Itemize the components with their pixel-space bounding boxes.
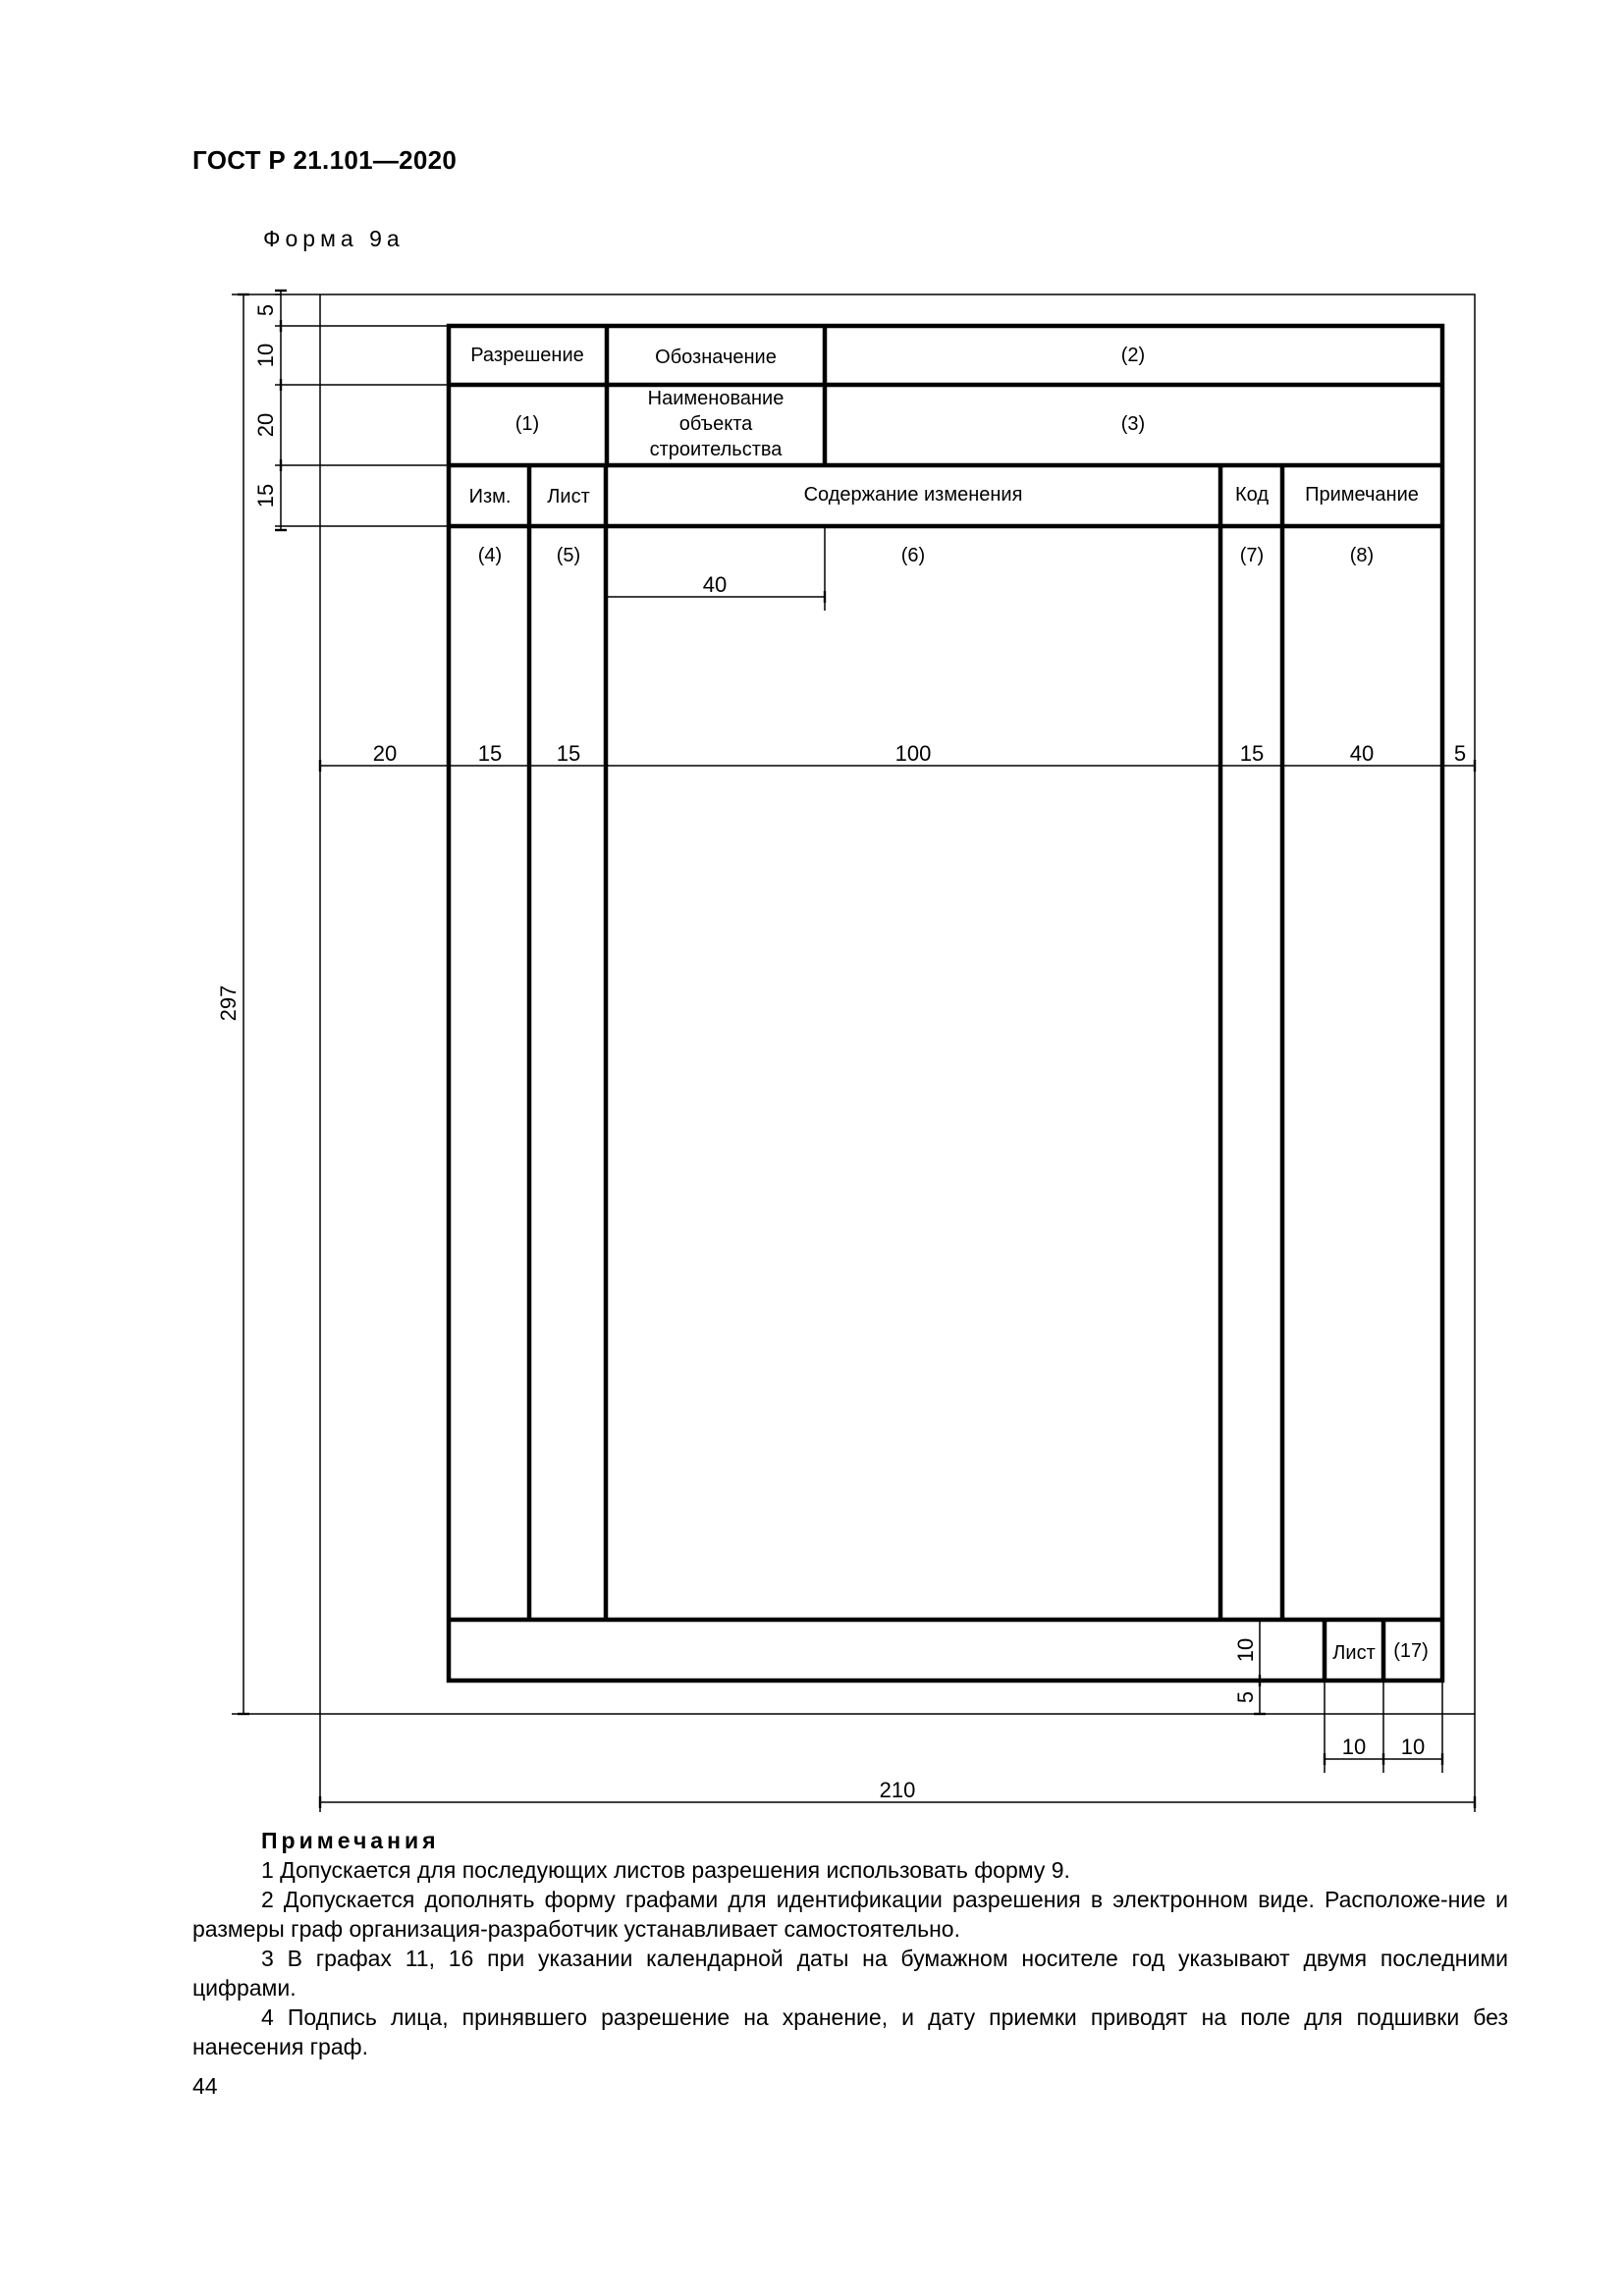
- dim-footer-10: 10: [1233, 1637, 1258, 1663]
- dim-col-15b: 15: [556, 741, 581, 766]
- dim-col-15a: 15: [477, 741, 503, 766]
- dim-total-width: 210: [879, 1778, 916, 1802]
- header-code: Код: [1234, 484, 1270, 506]
- header-list: Лист: [547, 486, 590, 507]
- document-standard-header: ГОСТ Р 21.101—2020: [192, 145, 458, 175]
- cell-object-name-3: строительства: [649, 439, 783, 460]
- notes-section: [192, 1826, 1508, 2061]
- dim-top-20: 20: [253, 412, 278, 438]
- dim-col-100: 100: [894, 741, 932, 766]
- footer-sheet-number: (17): [1393, 1640, 1429, 1662]
- col-number-8: (8): [1349, 545, 1375, 566]
- dim-top-5: 5: [253, 303, 278, 317]
- cell-designation: Обозначение: [655, 347, 777, 368]
- col-number-6: (6): [900, 545, 926, 566]
- header-note: Примечание: [1305, 484, 1419, 506]
- cell-permit: Разрешение: [470, 345, 584, 366]
- cell-object-name-2: объекта: [678, 413, 753, 435]
- col-number-7: (7): [1239, 545, 1265, 566]
- page-number: 44: [192, 2073, 218, 2099]
- dim-footer-h-10b: 10: [1400, 1735, 1426, 1759]
- cell-col2: (2): [1120, 345, 1146, 366]
- header-content: Содержание изменения: [803, 484, 1023, 506]
- dim-col-5: 5: [1453, 741, 1467, 766]
- form-frame: [449, 326, 1442, 1681]
- notes-title: Примечания: [261, 1828, 440, 1853]
- dim-inner-40: 40: [702, 572, 728, 597]
- footer-sheet-label: Лист: [1332, 1642, 1376, 1664]
- dim-top-15: 15: [253, 483, 278, 508]
- dim-col-20: 20: [372, 741, 398, 766]
- note-1: 1 Допускается для последующих листов разрешения использовать форму 9.: [261, 1857, 1070, 1883]
- dim-col-40: 40: [1349, 741, 1375, 766]
- dim-total-height: 297: [216, 985, 241, 1022]
- note-4: 4 Подпись лица, принявшего разрешение на хранение, и дату приемки приводят на поле для подшивки без нанесения граф.: [192, 2004, 1508, 2059]
- dim-col-15c: 15: [1239, 741, 1265, 766]
- cell-col1: (1): [514, 413, 540, 435]
- dim-top-10: 10: [253, 343, 278, 368]
- col-number-5: (5): [556, 545, 581, 566]
- dim-footer-5: 5: [1233, 1690, 1258, 1704]
- col-number-4: (4): [477, 545, 503, 566]
- note-2: 2 Допускается дополнять форму графами для идентификации разрешения в электронном виде. Расположе-ние и размеры граф организация-разработчик устанавливает самостоятельно.: [192, 1887, 1508, 1942]
- note-3: 3 В графах 11, 16 при указании календарной даты на бумажном носителе год указывают двумя последними цифрами.: [192, 1946, 1508, 2001]
- dim-footer-h-10a: 10: [1341, 1735, 1367, 1759]
- form-label: Форма 9а: [263, 226, 405, 251]
- cell-col3: (3): [1120, 413, 1146, 435]
- cell-object-name-1: Наименование: [647, 388, 785, 409]
- header-izm: Изм.: [468, 486, 512, 507]
